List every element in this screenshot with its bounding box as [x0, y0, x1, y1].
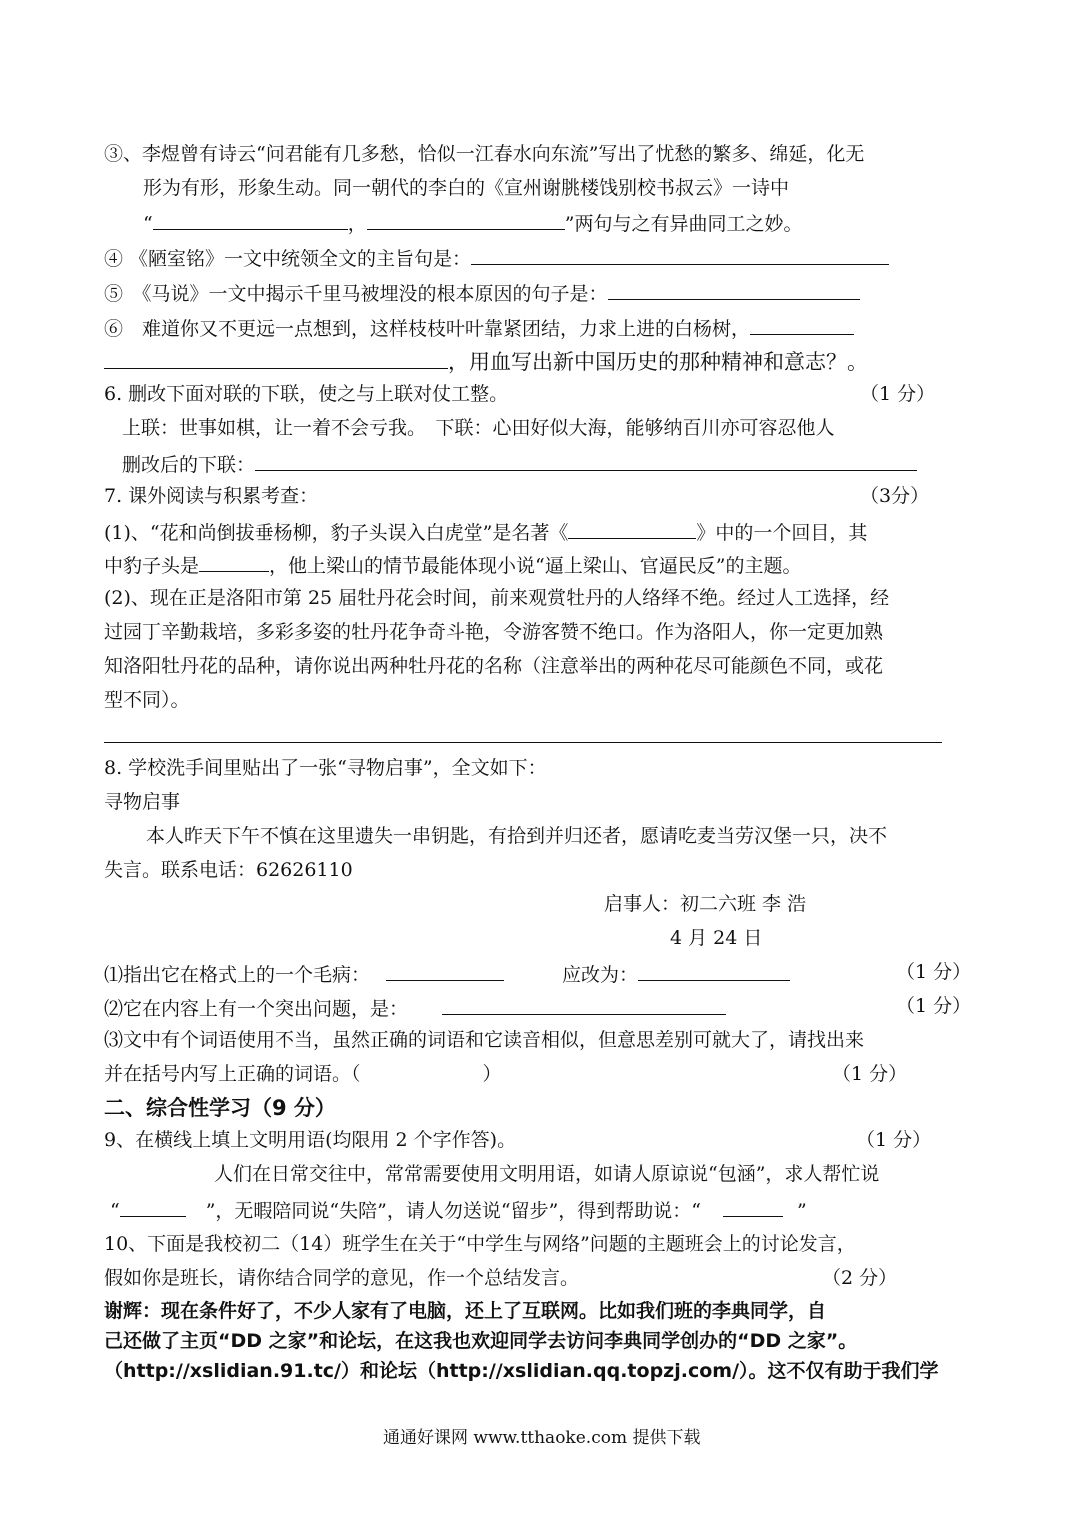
- q7-p1-line2: [104, 551, 801, 578]
- q7-p1-line1: [104, 518, 867, 545]
- q8-sub2-score: （1 分）: [896, 995, 972, 1017]
- section-heading: 二、综合性学习（9 分）: [104, 1096, 336, 1120]
- answer-blank[interactable]: [120, 1196, 186, 1217]
- q5-item4-text: ④ 《陋室铭》一文中统领全文的主旨句是：: [104, 248, 472, 270]
- q8-title: 8. 学校洗手间里贴出了一张“寻物启事”，全文如下：: [104, 757, 547, 779]
- q10-score: （2 分）: [822, 1267, 898, 1289]
- q10-line1: 10、下面是我校初二（14）班学生在关于“中学生与网络”问题的主题班会上的讨论发言，: [104, 1233, 856, 1255]
- q8-sub1-score: （1 分）: [896, 961, 972, 983]
- q6-revised: [122, 450, 917, 477]
- q9-line2-text: ”，无暇陪同说“失陪”，请人勿送说“留步”，得到帮助说：“: [205, 1200, 702, 1222]
- q9-line2: [110, 1196, 807, 1223]
- q9-line1: 人们在日常交往中，常常需要使用文明用语，如请人原谅说“包涵”，求人帮忙说: [214, 1163, 880, 1185]
- q7-p2-line: (2)、现在正是洛阳市第 25 届牡丹花会时间，前来观赏牡丹的人络绎不绝。经过人工选择，经: [104, 587, 890, 609]
- q9-score: （1 分）: [856, 1129, 932, 1151]
- q8-sub2-text: ⑵它在内容上有一个突出问题，是：: [104, 998, 409, 1020]
- quote-close: ”: [797, 1200, 807, 1222]
- q8-sub3-line1: ⑶文中有个词语使用不当，虽然正确的词语和它读音相似，但意思差别可就大了，请找出来: [104, 1029, 865, 1051]
- q8-sub2: [104, 994, 726, 1021]
- notice-line: 失言。联系电话：62626110: [104, 859, 353, 881]
- page-footer: 通通好课网 www.tthaoke.com 提供下载: [383, 1428, 701, 1448]
- q9-title: 9、在横线上填上文明用语(均限用 2 个字作答)。: [104, 1129, 517, 1151]
- speech-line: 谢辉：现在条件好了，不少人家有了电脑，还上了互联网。比如我们班的李典同学，自: [104, 1300, 827, 1322]
- answer-blank[interactable]: [442, 994, 726, 1015]
- answer-blank[interactable]: [471, 244, 889, 265]
- answer-blank[interactable]: [723, 1196, 783, 1217]
- answer-blank[interactable]: [104, 348, 448, 369]
- q7-p1-a: (1)、“花和尚倒拔垂杨柳，豹子头误入白虎堂”是名著《: [104, 522, 569, 544]
- speech-line: （http://xslidian.91.tc/）和论坛（http://xslidian.qq.topzj.com/）。这不仅有助于我们学: [104, 1360, 939, 1382]
- q5-item6-text: ⑥ 难道你又不更远一点想到，这样枝枝叶叶靠紧团结，力求上进的白杨树，: [104, 318, 751, 340]
- answer-blank[interactable]: [750, 314, 854, 335]
- answer-blank[interactable]: [568, 518, 696, 539]
- q10-line2: 假如你是班长，请你结合同学的意见，作一个总结发言。: [104, 1267, 580, 1289]
- q8-sub1-text: ⑴指出它在格式上的一个毛病：: [104, 964, 371, 986]
- q7-title: 7. 课外阅读与积累考查：: [104, 485, 319, 507]
- q6-title: 6. 删改下面对联的下联，使之与上联对仗工整。: [104, 383, 509, 405]
- q7-score: （3分）: [860, 485, 930, 507]
- comma: ，: [347, 213, 367, 235]
- q8-sub1-fix: 应改为：: [562, 964, 639, 986]
- q6-revised-label: 删改后的下联：: [122, 454, 256, 476]
- answer-blank[interactable]: [255, 450, 917, 471]
- q5-item5-text: ⑤ 《马说》一文中揭示千里马被埋没的根本原因的句子是：: [104, 283, 608, 305]
- quote-open: “: [143, 213, 153, 235]
- answer-blank[interactable]: [153, 209, 348, 230]
- q8-sub3-score: （1 分）: [832, 1063, 908, 1085]
- q5-item3-line1: ③、李煜曾有诗云“问君能有几多愁，恰似一江春水向东流”写出了忧愁的繁多、绵延，化无: [104, 143, 865, 165]
- q7-p1-d: ，他上梁山的情节最能体现小说“逼上梁山、官逼民反”的主题。: [269, 555, 802, 577]
- answer-blank[interactable]: [608, 279, 860, 300]
- q5-item6-tail: ，用血写出新中国历史的那种精神和意志？。: [448, 350, 868, 374]
- q5-item3-tail: ”两句与之有异曲同工之妙。: [564, 213, 803, 235]
- q7-p1-c: 中豹子头是: [104, 555, 200, 577]
- q8-sub3-text: 并在括号内写上正确的词语。（: [104, 1063, 361, 1085]
- q5-item3-line3: [143, 209, 802, 236]
- q7-p2-line: 过园丁辛勤栽培，多彩多姿的牡丹花争奇斗艳，令游客赞不绝口。作为洛阳人，你一定更加熟: [104, 621, 884, 643]
- q6-score: （1 分）: [860, 383, 936, 405]
- quote-open: “: [110, 1200, 120, 1222]
- answer-blank[interactable]: [367, 209, 565, 230]
- q8-sub3-line2: [104, 1062, 502, 1086]
- q5-item5: [104, 279, 860, 306]
- q7-p1-b: 》中的一个回目，其: [696, 522, 868, 544]
- answer-line[interactable]: [104, 742, 942, 743]
- notice-date: 4 月 24 日: [670, 927, 763, 949]
- notice-line: 本人昨天下午不慎在这里遗失一串钥匙，有拾到并归还者，愿请吃麦当劳汉堡一只，决不: [146, 825, 888, 847]
- answer-blank[interactable]: [199, 551, 269, 572]
- q5-item3-line2: 形为有形，形象生动。同一朝代的李白的《宣州谢朓楼饯别校书叔云》一诗中: [143, 177, 790, 199]
- q7-p2-line: 型不同）。: [104, 689, 190, 711]
- q5-item6-line2: [104, 348, 868, 375]
- bracket-close: ）: [482, 1063, 502, 1085]
- q6-couplet: 上联：世事如棋，让一着不会亏我。 下联：心田好似大海，能够纳百川亦可容忍他人: [122, 417, 835, 439]
- answer-blank[interactable]: [638, 960, 790, 981]
- answer-blank[interactable]: [386, 960, 504, 981]
- q5-item6-line1: [104, 314, 854, 341]
- q8-sub1: [104, 960, 790, 987]
- speech-line: 己还做了主页“DD 之家”和论坛，在这我也欢迎同学去访问李典同学创办的“DD 之家”。: [104, 1330, 858, 1352]
- notice-heading: 寻物启事: [104, 791, 181, 813]
- q7-p2-line: 知洛阳牡丹花的品种，请你说出两种牡丹花的名称（注意举出的两种花尽可能颜色不同，或花: [104, 655, 884, 677]
- notice-signer: 启事人：初二六班 李 浩: [604, 893, 807, 915]
- q5-item4: [104, 244, 889, 271]
